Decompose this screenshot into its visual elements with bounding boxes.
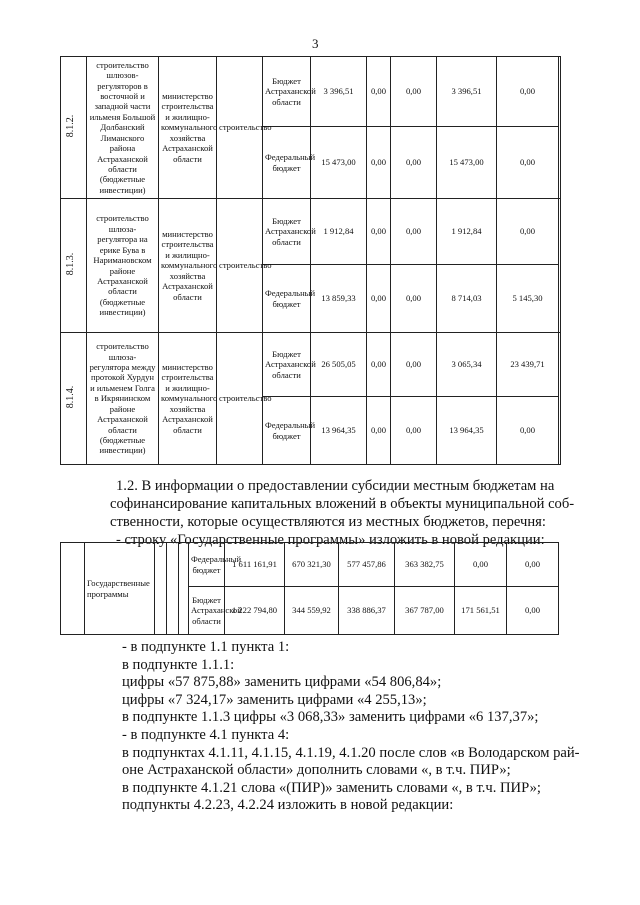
text-line: подпункты 4.2.23, 4.2.24 изложить в новой редакции:	[122, 797, 454, 814]
value-cell: 0,00	[367, 199, 391, 265]
text-line: - в подпункте 4.1 пункта 4:	[122, 726, 290, 743]
value-cell: 0,00	[367, 333, 391, 397]
grbs-name: министерство строительства и жилищно-коммунального хозяйства Астраханской области	[159, 333, 217, 465]
gp-num-cell	[61, 543, 85, 635]
row-number-text: 8.1.3.	[64, 253, 76, 276]
funding-source: Федеральный бюджет	[263, 127, 311, 199]
value-cell: 0,00	[391, 333, 437, 397]
value-cell: 8 714,03	[437, 265, 497, 333]
gp-empty	[167, 543, 179, 635]
capacity	[559, 57, 561, 199]
row-number	[61, 57, 87, 199]
funding-source: Федеральный бюджет	[263, 265, 311, 333]
value-cell: 0,00	[391, 265, 437, 333]
value-cell: 23 439,71	[497, 333, 559, 397]
gp-value: 0,00	[507, 587, 559, 635]
gp-value: 338 886,37	[339, 587, 395, 635]
value-cell: 0,00	[497, 397, 559, 465]
gp-source: Бюджет Астраханской области	[189, 587, 225, 635]
value-cell: 0,00	[391, 127, 437, 199]
work-type: строительство	[217, 57, 263, 199]
value-cell: 13 964,35	[437, 397, 497, 465]
value-cell: 5 145,30	[497, 265, 559, 333]
value-cell: 3 396,51	[437, 57, 497, 127]
text-line: оне Астраханской области» дополнить словами «, в т.ч. ПИР»;	[122, 762, 511, 779]
grbs-name: министерство строительства и жилищно-коммунального хозяйства Астраханской области	[159, 57, 217, 199]
value-cell: 3 065,34	[437, 333, 497, 397]
value-cell: 0,00	[367, 57, 391, 127]
paragraph-1-2	[110, 477, 596, 549]
text-line: в подпункте 1.1.3 цифры «3 068,33» заменить цифрами «6 137,37»;	[122, 709, 539, 726]
text-line: цифры «57 875,88» заменить цифрами «54 806,84»;	[122, 674, 442, 691]
value-cell: 1 912,84	[311, 199, 367, 265]
table-row	[61, 199, 561, 265]
text-line: в подпункте 1.1.1:	[122, 656, 235, 673]
value-cell: 0,00	[497, 127, 559, 199]
state-programs-table	[60, 542, 559, 635]
text-line: в подпункте 4.1.21 слова «(ПИР)» заменить словами «, в т.ч. ПИР»;	[122, 779, 541, 796]
capacity	[559, 333, 561, 465]
gp-value: 577 457,86	[339, 543, 395, 587]
gp-label: Государственные программы	[85, 543, 155, 635]
funding-source: Федеральный бюджет	[263, 397, 311, 465]
value-cell: 0,00	[391, 57, 437, 127]
row-number	[61, 333, 87, 465]
para-line: 1.2. В информации о предоставлении субсидии местным бюджетам на	[116, 478, 555, 494]
value-cell: 0,00	[497, 199, 559, 265]
gp-value: 363 382,75	[395, 543, 455, 587]
gp-value: 344 559,92	[285, 587, 339, 635]
gp-value: 367 787,00	[395, 587, 455, 635]
gp-value: 1 611 161,91	[225, 543, 285, 587]
capacity	[559, 199, 561, 333]
gp-empty	[179, 543, 189, 635]
gp-value: 0,00	[455, 543, 507, 587]
para-line: софинансирование капитальных вложений в объекты муниципальной соб-	[110, 496, 575, 512]
object-name: строительство шлюза-регулятора между протокой Хурдун и ильменем Голга в Икрянинском районе Астраханской области (бюджетные инвестиции)	[87, 333, 159, 465]
gp-empty	[155, 543, 167, 635]
row-number-text: 8.1.2.	[64, 115, 76, 138]
value-cell: 0,00	[391, 199, 437, 265]
row-number-text: 8.1.4.	[64, 386, 76, 409]
value-cell: 0,00	[367, 265, 391, 333]
funding-source: Бюджет Астраханской области	[263, 57, 311, 127]
page-number: 3	[312, 36, 319, 51]
value-cell: 0,00	[367, 127, 391, 199]
text-line: - в подпункте 1.1 пункта 1:	[122, 639, 290, 655]
grbs-name: министерство строительства и жилищно-коммунального хозяйства Астраханской области	[159, 199, 217, 333]
gp-value: 670 321,30	[285, 543, 339, 587]
para-line: - строку «Государственные программы» изложить в новой редакции:	[116, 532, 545, 548]
object-name: строительство шлюза-регулятора на ерике Бува в Наримановском районе Астраханской области (бюджетные инвестиции)	[87, 199, 159, 333]
value-cell: 0,00	[367, 397, 391, 465]
work-type: строительство	[217, 333, 263, 465]
funding-source: Бюджет Астраханской области	[263, 333, 311, 397]
table-row	[61, 333, 561, 397]
gp-value: 1 222 794,80	[225, 587, 285, 635]
value-cell: 15 473,00	[437, 127, 497, 199]
table-row	[61, 57, 561, 127]
text-line: цифры «7 324,17» заменить цифрами «4 255,13»;	[122, 691, 427, 708]
gp-value: 0,00	[507, 543, 559, 587]
funding-source: Бюджет Астраханской области	[263, 199, 311, 265]
value-cell: 13 859,33	[311, 265, 367, 333]
value-cell: 0,00	[391, 397, 437, 465]
objects-table	[60, 56, 561, 465]
value-cell: 3 396,51	[311, 57, 367, 127]
para-line: ственности, которые осуществляются из местных бюджетов, перечня:	[110, 514, 546, 530]
value-cell: 15 473,00	[311, 127, 367, 199]
value-cell: 1 912,84	[437, 199, 497, 265]
row-number	[61, 199, 87, 333]
value-cell: 26 505,05	[311, 333, 367, 397]
amendment-lines	[122, 639, 602, 815]
object-name: строительство шлюзов-регуляторов в восточной и западной части ильменя Большой Долбанский Лиманского района Астраханской области (бюджетные инвестиции)	[87, 57, 159, 199]
value-cell: 13 964,35	[311, 397, 367, 465]
work-type: строительство	[217, 199, 263, 333]
text-line: в подпунктах 4.1.11, 4.1.15, 4.1.19, 4.1.20 после слов «в Володарском рай-	[122, 744, 580, 761]
value-cell: 0,00	[497, 57, 559, 127]
gp-value: 171 561,51	[455, 587, 507, 635]
gp-source: Федеральный бюджет	[189, 543, 225, 587]
